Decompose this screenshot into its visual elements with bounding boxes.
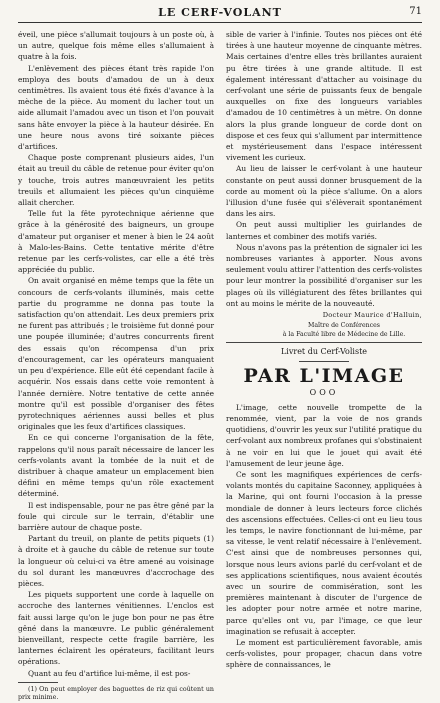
- paragraph: Nous n'avons pas la prétention de signaler ici les nombreuses variantes à apporter. Nous avons seulement voulu attirer l'attention des cerfs-volistes pour leur montrer la possibilité d'organiser sur les plages où ils villégiaturent des fêtes brillantes qui ont au moins le mérite de la nouveauté.: [226, 242, 422, 308]
- paragraph: Partant du treuil, on plante de petits piquets (1) à droite et à gauche du câble de retenue sur toute la longueur où celui-ci va être amené au voisinage du sol durant les manœuvres d'accrochage des pièces.: [18, 534, 214, 588]
- paragraph: Il est indispensable, pour ne pas être gêné par la foule qui circule sur le terrain, d'établir une barrière autour de chaque poste.: [18, 500, 214, 532]
- section-title: PAR L'IMAGE: [243, 365, 405, 388]
- footnote-separator: [18, 682, 58, 683]
- author-title: Maître de Conférences: [308, 322, 380, 330]
- paragraph: Telle fut la fête pyrotechnique aérienne que grâce à la générosité des baigneurs, un groupe d'amateur put organiser et mener à bien le 24 août à Malo-les-Bains. Cette tentative mérite d'être retenue par les cerfs-volistes, car elle a été très appréciée du public.: [18, 209, 214, 275]
- page-number: 71: [409, 6, 422, 17]
- right-column: [226, 29, 422, 671]
- paragraph: Quant au feu d'artifice lui-même, il est pos-: [28, 668, 191, 678]
- paragraph: L'enlèvement des pièces étant très rapide l'on employa des bouts d'amadou de un à deux centimètres. Ils avaient tous été fixés d'avance à la mèche de la pièce. Au moment du lacher tout un aide allumait l'amadou avec un tison et l'on pouvait sans hâte envoyer la pièce à la hauteur désirée. En une heure nous avons tiré soixante pièces d'artifices.: [18, 63, 214, 152]
- paragraph: Chaque poste comprenant plusieurs aides, l'un était au treuil du câble de retenue pour éviter qu'on y touche, trois autres manœuvraient les petits treuils et allumaient les pièces qu'un cinquième allait chercher.: [18, 153, 214, 208]
- paragraph: Les piquets supportent une corde à laquelle on accroche des lanternes vénitiennes. L'enclos est fait aussi large qu'on le juge bon pour ne pas être gêné dans la manœuvre. Le public généralement bienveillant, respecte cette fragile barrière, les lanternes éclairent les opérateurs, facilitant leurs opérations.: [18, 590, 214, 667]
- paragraph: On peut aussi multiplier les guirlandes de lanternes et combiner des motifs variés.: [226, 220, 422, 241]
- running-title: LE CERF-VOLANT: [158, 6, 282, 19]
- section-divider: [226, 342, 422, 343]
- paragraph: On avait organisé en même temps que la fête un concours de cerfs-volants illuminés, mais cette partie du programme ne donna pas toute la satisfaction qu'on attendait. Les deux premiers prix ne furent pas attribués ; le troisième fut donné pour une poupée illuminée; d'autres concurrents firent des essais qu'on récompensa d'un prix d'encouragement, car les opérateurs manquaient un peu d'expérience. Elle eût été cependant facile à acquérir. Nos essais dans cette voie remontent à l'année dernière. Notre tentative de cette année montre qu'il est possible d'organiser des fêtes pyrotechniques aériennes aussi belles et plus originales que les feux d'artifices classiques.: [18, 276, 214, 432]
- paragraph: Au lieu de laisser le cerf-volant à une hauteur constante on peut aussi donner brusquement de la corde au moment où la pièce s'allume. On a alors l'illusion d'une fusée qui s'élèverait spontanément dans les airs.: [226, 164, 422, 219]
- paragraph: sible de varier à l'infinie. Toutes nos pièces ont été tirées à une hauteur moyenne de cinquante mètres. Mais certaines d'entre elles très brillantes auraient pu être tirées à une grande altitude. Il est également intéressant d'attacher au voisinage du cerf-volant une série de puissants feux de bengale auxquelles on fixe des longueurs variables d'amadou de 10 centimètres à un mètre. On donne alors la plus grande longueur de corde dont on dispose et ces feux qui s'allument par intermittence et mystérieusement dans l'espace intéressent vivement les curieux.: [226, 30, 422, 163]
- left-column: [18, 29, 214, 703]
- paragraph: En ce qui concerne l'organisation de la fête, rappelons qu'il nous paraît nécessaire de lancer les cerfs-volants avant la tombée de la nuit et de distribuer à chaque amateur un emplacement bien défini en même temps qu'un rôle exactement déterminé.: [18, 433, 214, 499]
- section-ornament: OOO: [309, 388, 339, 398]
- author-affiliation: à la Faculté libre de Médecine de Lille.: [282, 331, 406, 339]
- paragraph: éveil, une pièce s'allumait toujours à un poste où, à un autre, quelque fois même elles s'allumaient à quatre à la fois.: [18, 30, 214, 62]
- footnote: (1) On peut employer des baguettes de riz qui coûtent un prix minime.: [18, 685, 214, 702]
- kicker-underline: [299, 361, 349, 362]
- author-signature: Docteur Maurice d'Halluin,: [322, 311, 422, 320]
- paragraph: L'image, cette nouvelle trompette de la renommée, vient, par la voie de nos grands quotidiens, d'ouvrir les yeux sur l'utilité pratique du cerf-volant aux nombreux profanes qui s'obstinaient à ne voir en lui que le jouet qui avait été l'amusement de leur jeune âge.: [226, 402, 422, 468]
- page-header: [18, 6, 422, 23]
- paragraph: Le moment est particulièrement favorable, amis cerfs-volistes, pour propager, chacun dans votre sphère de connaissances, le: [226, 637, 422, 670]
- section-kicker: Livret du Cerf-Voliste: [280, 347, 368, 357]
- paragraph: Ce sont les magnifiques expériences de cerfs-volants montés du capitaine Saconney, appliquées à la Marine, qui ont fourni l'occasion à la presse mondiale de donner à leurs lecteurs force clichés des ascensions effectuées. Celles-ci ont eu lieu tous les temps, le navire fonctionnant de lui-même, par sa vitesse, le vent relatif nécessaire à l'enlèvement. C'est ainsi que de nombreuses personnes qui, lorsque nous leurs avions parlé du cerf-volant et de ses applications scientifiques, nous avaient écoutés avec un sourire de commisération, sont les premières maintenant à discuter de l'urgence de les adopter pour notre armée et notre marine, parce qu'elles ont vu, par l'image, ce que leur imagination se refusait à accepter.: [226, 469, 422, 636]
